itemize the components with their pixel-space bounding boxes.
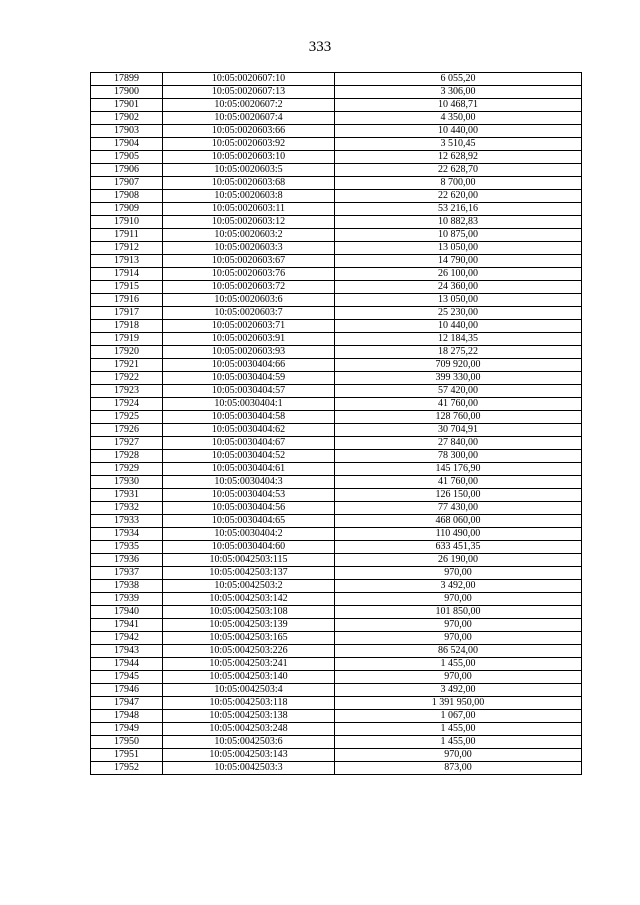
cadastral-value-cell: 126 150,00 [335,489,582,502]
cadastral-number-cell: 10:05:0020607:13 [163,86,335,99]
row-number-cell: 17927 [91,437,163,450]
cadastral-number-cell: 10:05:0042503:143 [163,749,335,762]
cadastral-value-cell: 101 850,00 [335,606,582,619]
row-number-cell: 17914 [91,268,163,281]
table-row [91,541,582,554]
cadastral-value-cell: 22 628,70 [335,164,582,177]
cadastral-value-cell: 709 920,00 [335,359,582,372]
table-row [91,203,582,216]
cadastral-value-cell: 12 628,92 [335,151,582,164]
cadastral-value-cell: 53 216,16 [335,203,582,216]
row-number-cell: 17902 [91,112,163,125]
cadastral-number-cell: 10:05:0020603:2 [163,229,335,242]
cadastral-value-cell: 128 760,00 [335,411,582,424]
cadastral-value-cell: 13 050,00 [335,294,582,307]
row-number-cell: 17935 [91,541,163,554]
cadastral-value-cell: 30 704,91 [335,424,582,437]
cadastral-number-cell: 10:05:0042503:226 [163,645,335,658]
row-number-cell: 17904 [91,138,163,151]
cadastral-number-cell: 10:05:0042503:140 [163,671,335,684]
cadastral-number-cell: 10:05:0030404:1 [163,398,335,411]
table-row [91,164,582,177]
cadastral-number-cell: 10:05:0020603:67 [163,255,335,268]
cadastral-value-cell: 3 492,00 [335,684,582,697]
cadastral-number-cell: 10:05:0042503:241 [163,658,335,671]
table-row [91,580,582,593]
cadastral-number-cell: 10:05:0020603:76 [163,268,335,281]
table-row [91,489,582,502]
cadastral-number-cell: 10:05:0020607:2 [163,99,335,112]
cadastral-number-cell: 10:05:0020603:68 [163,177,335,190]
row-number-cell: 17947 [91,697,163,710]
table-row [91,112,582,125]
cadastral-number-cell: 10:05:0020603:6 [163,294,335,307]
cadastral-number-cell: 10:05:0042503:115 [163,554,335,567]
table-row [91,86,582,99]
row-number-cell: 17933 [91,515,163,528]
table-row [91,346,582,359]
cadastral-number-cell: 10:05:0042503:248 [163,723,335,736]
cadastral-value-cell: 970,00 [335,567,582,580]
table-row [91,749,582,762]
cadastral-value-cell: 3 510,45 [335,138,582,151]
table-row [91,697,582,710]
cadastral-value-cell: 22 620,00 [335,190,582,203]
cadastral-value-cell: 25 230,00 [335,307,582,320]
table-row [91,658,582,671]
table-row [91,294,582,307]
row-number-cell: 17946 [91,684,163,697]
cadastral-number-cell: 10:05:0030404:56 [163,502,335,515]
row-number-cell: 17913 [91,255,163,268]
row-number-cell: 17910 [91,216,163,229]
cadastral-number-cell: 10:05:0042503:139 [163,619,335,632]
cadastral-number-cell: 10:05:0042503:138 [163,710,335,723]
table-row [91,411,582,424]
table-row [91,359,582,372]
row-number-cell: 17934 [91,528,163,541]
table-row [91,177,582,190]
cadastral-value-cell: 970,00 [335,671,582,684]
table-row [91,99,582,112]
table-row [91,502,582,515]
row-number-cell: 17923 [91,385,163,398]
row-number-cell: 17911 [91,229,163,242]
cadastral-number-cell: 10:05:0020603:66 [163,125,335,138]
table-row [91,268,582,281]
row-number-cell: 17909 [91,203,163,216]
table-row [91,190,582,203]
cadastral-number-cell: 10:05:0042503:137 [163,567,335,580]
cadastral-number-cell: 10:05:0042503:165 [163,632,335,645]
cadastral-number-cell: 10:05:0030404:61 [163,463,335,476]
table-row [91,437,582,450]
cadastral-value-cell: 970,00 [335,619,582,632]
cadastral-value-cell: 12 184,35 [335,333,582,346]
row-number-cell: 17920 [91,346,163,359]
cadastral-value-cell: 970,00 [335,749,582,762]
table-row [91,320,582,333]
table-row [91,255,582,268]
row-number-cell: 17941 [91,619,163,632]
cadastral-number-cell: 10:05:0020603:12 [163,216,335,229]
cadastral-value-cell: 1 455,00 [335,723,582,736]
cadastral-value-cell: 3 306,00 [335,86,582,99]
row-number-cell: 17943 [91,645,163,658]
cadastral-value-cell: 10 875,00 [335,229,582,242]
row-number-cell: 17908 [91,190,163,203]
table-row [91,593,582,606]
row-number-cell: 17919 [91,333,163,346]
cadastral-value-cell: 26 100,00 [335,268,582,281]
cadastral-number-cell: 10:05:0030404:3 [163,476,335,489]
cadastral-value-cell: 78 300,00 [335,450,582,463]
table-row [91,710,582,723]
row-number-cell: 17948 [91,710,163,723]
cadastral-value-cell: 86 524,00 [335,645,582,658]
row-number-cell: 17918 [91,320,163,333]
table-row [91,138,582,151]
row-number-cell: 17950 [91,736,163,749]
cadastral-number-cell: 10:05:0030404:66 [163,359,335,372]
table-row [91,242,582,255]
row-number-cell: 17939 [91,593,163,606]
row-number-cell: 17932 [91,502,163,515]
row-number-cell: 17924 [91,398,163,411]
row-number-cell: 17912 [91,242,163,255]
cadastral-number-cell: 10:05:0030404:53 [163,489,335,502]
row-number-cell: 17899 [91,73,163,86]
cadastral-value-cell: 57 420,00 [335,385,582,398]
table-row [91,645,582,658]
row-number-cell: 17931 [91,489,163,502]
table-row [91,528,582,541]
cadastral-number-cell: 10:05:0020603:8 [163,190,335,203]
cadastral-value-cell: 145 176,90 [335,463,582,476]
table-row [91,450,582,463]
cadastral-value-cell: 41 760,00 [335,398,582,411]
row-number-cell: 17926 [91,424,163,437]
cadastral-number-cell: 10:05:0042503:108 [163,606,335,619]
table-row [91,333,582,346]
table-row [91,684,582,697]
table-row [91,632,582,645]
cadastral-value-cell: 10 440,00 [335,320,582,333]
table-row [91,671,582,684]
cadastral-number-cell: 10:05:0020607:10 [163,73,335,86]
table-row [91,762,582,775]
cadastral-number-cell: 10:05:0020603:92 [163,138,335,151]
cadastral-value-cell: 13 050,00 [335,242,582,255]
table-row [91,424,582,437]
cadastral-value-cell: 399 330,00 [335,372,582,385]
cadastral-number-cell: 10:05:0020603:11 [163,203,335,216]
cadastral-value-cell: 970,00 [335,593,582,606]
cadastral-number-cell: 10:05:0042503:3 [163,762,335,775]
table-row [91,281,582,294]
table-row [91,515,582,528]
cadastral-number-cell: 10:05:0030404:57 [163,385,335,398]
table-row [91,554,582,567]
cadastral-value-cell: 77 430,00 [335,502,582,515]
table-row [91,125,582,138]
page-number: 333 [308,39,332,55]
row-number-cell: 17945 [91,671,163,684]
row-number-cell: 17925 [91,411,163,424]
cadastral-value-cell: 970,00 [335,632,582,645]
cadastral-number-cell: 10:05:0042503:4 [163,684,335,697]
table-row [91,567,582,580]
table-row [91,73,582,86]
cadastral-number-cell: 10:05:0042503:142 [163,593,335,606]
row-number-cell: 17900 [91,86,163,99]
cadastral-number-cell: 10:05:0030404:65 [163,515,335,528]
cadastral-value-cell: 14 790,00 [335,255,582,268]
table-row [91,216,582,229]
row-number-cell: 17922 [91,372,163,385]
cadastral-value-cell: 1 067,00 [335,710,582,723]
cadastral-value-cell: 468 060,00 [335,515,582,528]
cadastral-number-cell: 10:05:0020603:71 [163,320,335,333]
cadastral-number-cell: 10:05:0020603:5 [163,164,335,177]
table-row [91,229,582,242]
row-number-cell: 17940 [91,606,163,619]
row-number-cell: 17929 [91,463,163,476]
table-row [91,151,582,164]
cadastral-number-cell: 10:05:0020603:72 [163,281,335,294]
cadastral-number-cell: 10:05:0042503:118 [163,697,335,710]
table-row [91,385,582,398]
cadastral-number-cell: 10:05:0042503:6 [163,736,335,749]
table-row [91,476,582,489]
row-number-cell: 17944 [91,658,163,671]
row-number-cell: 17915 [91,281,163,294]
row-number-cell: 17901 [91,99,163,112]
cadastral-value-cell: 1 391 950,00 [335,697,582,710]
cadastral-value-cell: 10 468,71 [335,99,582,112]
cadastral-value-cell: 4 350,00 [335,112,582,125]
row-number-cell: 17905 [91,151,163,164]
table-body [91,73,582,775]
cadastral-number-cell: 10:05:0030404:58 [163,411,335,424]
row-number-cell: 17903 [91,125,163,138]
cadastral-number-cell: 10:05:0020603:10 [163,151,335,164]
cadastral-number-cell: 10:05:0030404:60 [163,541,335,554]
row-number-cell: 17916 [91,294,163,307]
table-row [91,723,582,736]
row-number-cell: 17942 [91,632,163,645]
cadastral-value-cell: 27 840,00 [335,437,582,450]
cadastral-value-cell: 18 275,22 [335,346,582,359]
row-number-cell: 17951 [91,749,163,762]
row-number-cell: 17930 [91,476,163,489]
table-row [91,372,582,385]
cadastral-value-cell: 8 700,00 [335,177,582,190]
cadastral-value-cell: 1 455,00 [335,736,582,749]
cadastral-value-cell: 24 360,00 [335,281,582,294]
cadastral-number-cell: 10:05:0020603:91 [163,333,335,346]
cadastral-number-cell: 10:05:0020603:3 [163,242,335,255]
row-number-cell: 17921 [91,359,163,372]
table-row [91,619,582,632]
cadastral-value-table [90,72,582,775]
cadastral-number-cell: 10:05:0030404:62 [163,424,335,437]
row-number-cell: 17907 [91,177,163,190]
cadastral-value-cell: 633 451,35 [335,541,582,554]
table-row [91,307,582,320]
cadastral-value-cell: 873,00 [335,762,582,775]
table-row [91,463,582,476]
cadastral-number-cell: 10:05:0020603:93 [163,346,335,359]
row-number-cell: 17906 [91,164,163,177]
cadastral-value-cell: 3 492,00 [335,580,582,593]
row-number-cell: 17938 [91,580,163,593]
cadastral-value-cell: 6 055,20 [335,73,582,86]
row-number-cell: 17937 [91,567,163,580]
cadastral-value-cell: 1 455,00 [335,658,582,671]
cadastral-value-cell: 10 440,00 [335,125,582,138]
row-number-cell: 17917 [91,307,163,320]
row-number-cell: 17949 [91,723,163,736]
row-number-cell: 17928 [91,450,163,463]
row-number-cell: 17936 [91,554,163,567]
row-number-cell: 17952 [91,762,163,775]
cadastral-number-cell: 10:05:0030404:59 [163,372,335,385]
cadastral-value-cell: 110 490,00 [335,528,582,541]
cadastral-number-cell: 10:05:0020607:4 [163,112,335,125]
table-row [91,606,582,619]
cadastral-number-cell: 10:05:0020603:7 [163,307,335,320]
cadastral-value-cell: 26 190,00 [335,554,582,567]
cadastral-number-cell: 10:05:0042503:2 [163,580,335,593]
cadastral-number-cell: 10:05:0030404:2 [163,528,335,541]
table-row [91,736,582,749]
cadastral-number-cell: 10:05:0030404:67 [163,437,335,450]
cadastral-number-cell: 10:05:0030404:52 [163,450,335,463]
cadastral-value-cell: 10 882,83 [335,216,582,229]
cadastral-value-cell: 41 760,00 [335,476,582,489]
table-row [91,398,582,411]
